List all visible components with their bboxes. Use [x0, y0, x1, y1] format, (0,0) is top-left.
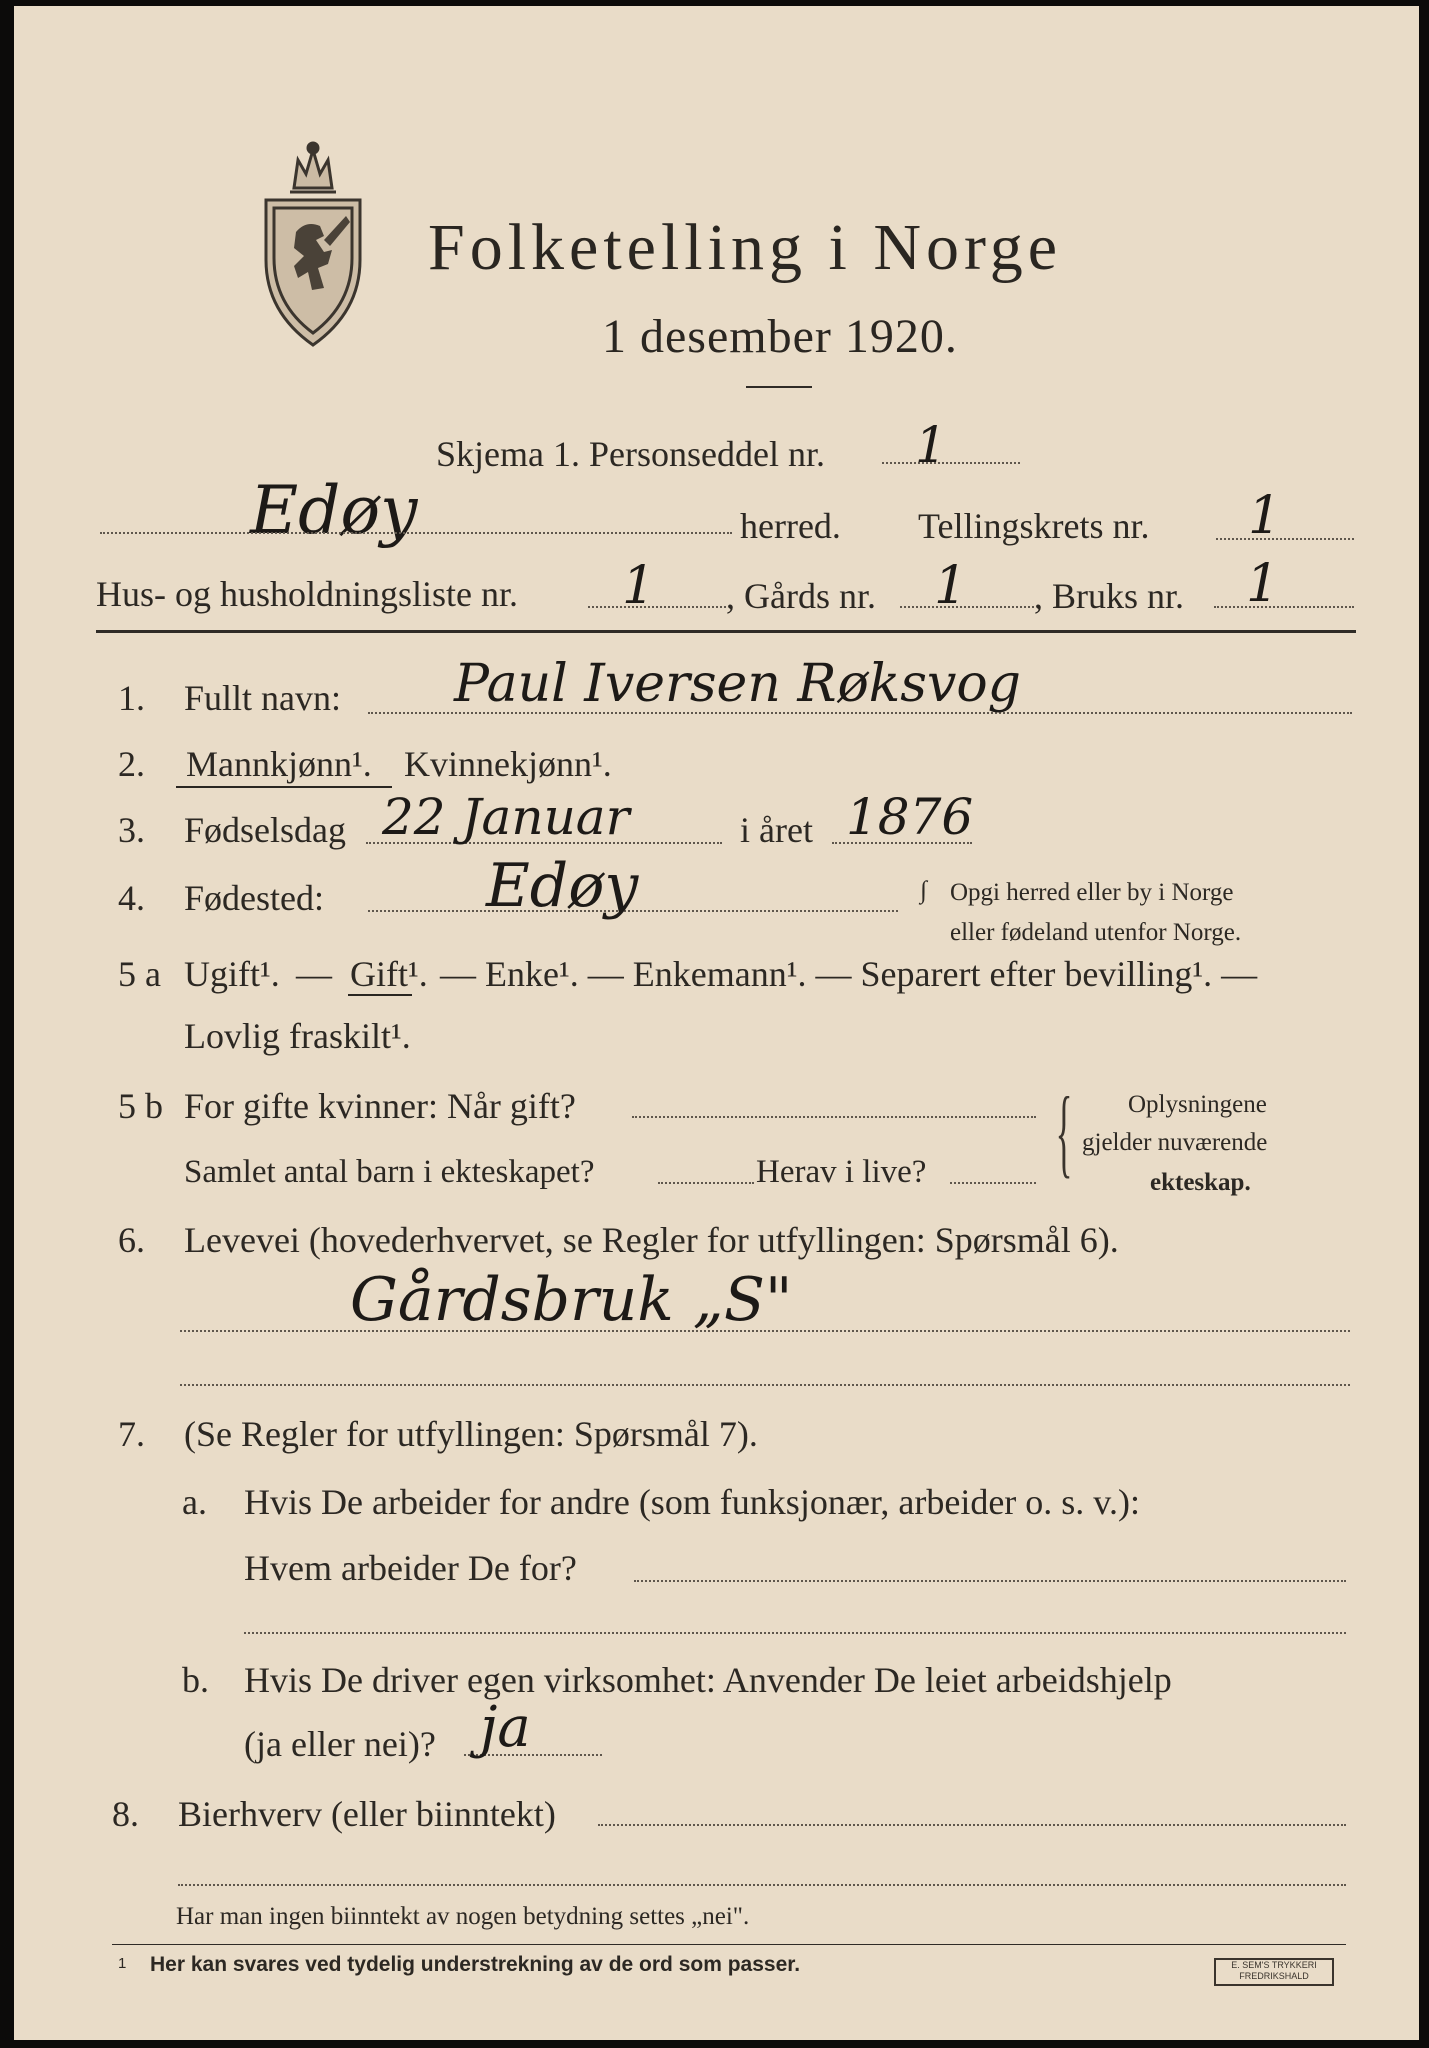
- q1-number: 1.: [118, 678, 145, 718]
- q7b-line1: Hvis De driver egen virksomhet: Anvender De leiet arbeidshjelp: [244, 1660, 1172, 1700]
- q5b-note3: ekteskap.: [1150, 1169, 1251, 1196]
- q5b-children-line: [658, 1182, 754, 1184]
- q1-value: Paul Iversen Røksvog: [454, 654, 1021, 714]
- schema-nr-value: 1: [915, 416, 947, 474]
- schema-nr-line: [882, 462, 1020, 464]
- q4-label: Fødested:: [184, 878, 324, 918]
- q5b-label3: Herav i live?: [756, 1154, 927, 1190]
- herred-label: herred.: [740, 506, 841, 546]
- bruks-label: , Bruks nr.: [1034, 576, 1185, 616]
- tellingskrets-line: [1216, 538, 1354, 540]
- bruks-value: 1: [1246, 554, 1280, 614]
- tellingskrets-value: 1: [1248, 486, 1282, 546]
- q5a-line2: Lovlig fraskilt¹.: [184, 1016, 411, 1056]
- q7-number: 7.: [118, 1414, 145, 1454]
- gards-label: , Gårds nr.: [726, 576, 876, 616]
- q5a-number: 5 a: [118, 954, 161, 994]
- q7a-employer-line: [634, 1580, 1346, 1582]
- q7b-letter: b.: [182, 1660, 209, 1700]
- husholdning-label: Hus- og husholdningsliste nr.: [96, 574, 519, 614]
- q4-note-line2: eller fødeland utenfor Norge.: [950, 919, 1242, 946]
- q4-value: Edøy: [486, 851, 639, 921]
- q5b-label1: For gifte kvinner: Når gift?: [184, 1086, 576, 1126]
- q5a-gift: Gift¹.: [350, 954, 428, 994]
- printer-stamp: [1214, 1958, 1334, 1986]
- printer-stamp-line2: FREDRIKSHALD: [1239, 1971, 1309, 1981]
- q5b-alive-line: [950, 1182, 1036, 1184]
- header-divider: [96, 630, 1356, 633]
- husholdning-value: 1: [622, 556, 656, 616]
- q5b-brace: {: [1055, 1076, 1073, 1187]
- q5b-note2: gjelder nuværende: [1082, 1129, 1268, 1156]
- q1-label: Fullt navn:: [184, 678, 342, 718]
- q4-note-line1: Opgi herred eller by i Norge: [950, 879, 1234, 906]
- q7b-line2: (ja eller nei)?: [244, 1724, 436, 1764]
- husholdning-line: [588, 606, 726, 608]
- q6-line2: [180, 1384, 1350, 1386]
- q8-label: Bierhverv (eller biinntekt): [178, 1794, 556, 1834]
- title-divider: [746, 386, 812, 388]
- q6-label: Levevei (hovederhvervet, se Regler for utfyllingen: Spørsmål 6).: [184, 1220, 1119, 1260]
- tellingskrets-label: Tellingskrets nr.: [918, 506, 1150, 546]
- census-date: 1 desember 1920.: [602, 310, 958, 363]
- gards-value: 1: [934, 556, 968, 616]
- q2-number: 2.: [118, 744, 145, 784]
- q7b-value: ja: [480, 1695, 531, 1760]
- footnote-mark: 1: [118, 1955, 127, 1972]
- footer-divider: [112, 1944, 1346, 1945]
- q5a-rest: — Enke¹. — Enkemann¹. — Separert efter bevilling¹. —: [440, 954, 1258, 994]
- q4-note-brace: ∫: [920, 877, 927, 904]
- q3-year-label: i året: [740, 810, 813, 850]
- printer-stamp-line1: E. SEM'S TRYKKERI: [1231, 1960, 1317, 1970]
- q6-number: 6.: [118, 1220, 145, 1260]
- q7a-letter: a.: [182, 1482, 207, 1522]
- q2-female: Kvinnekjønn¹.: [404, 744, 612, 784]
- footer-note: Har man ingen biinntekt av nogen betydning settes „nei".: [176, 1903, 750, 1930]
- schema-label: Skjema 1. Personseddel nr.: [436, 434, 825, 474]
- q7a-line1: Hvis De arbeider for andre (som funksjonær, arbeider o. s. v.):: [244, 1482, 1140, 1522]
- q8-line1: [598, 1824, 1346, 1826]
- q7a-line2: Hvem arbeider De for?: [244, 1548, 577, 1588]
- footnote-text: Her kan svares ved tydelig understrekning av de ord som passer.: [150, 1953, 801, 1976]
- q5b-note1: Oplysningene: [1128, 1091, 1267, 1118]
- norway-coat-of-arms-icon: [254, 140, 372, 350]
- bruks-line: [1214, 606, 1354, 608]
- q7a-extra-line: [244, 1632, 1346, 1634]
- q7-label: (Se Regler for utfyllingen: Spørsmål 7).: [184, 1414, 758, 1454]
- q3-value: 22 Januar: [382, 788, 630, 846]
- q3-label: Fødselsdag: [184, 810, 346, 850]
- q5a-gift-underline: [348, 994, 412, 996]
- q5b-married-line: [632, 1116, 1036, 1118]
- q2-male: Mannkjønn¹.: [186, 744, 372, 784]
- q3-year-value: 1876: [846, 788, 974, 846]
- q8-number: 8.: [112, 1794, 139, 1834]
- q6-line1: [180, 1330, 1350, 1332]
- q5a-ugift: Ugift¹.: [184, 954, 280, 994]
- q2-male-underline: [176, 786, 392, 788]
- herred-value: Edøy: [250, 472, 418, 549]
- herred-line: [100, 532, 732, 534]
- q4-number: 4.: [118, 878, 145, 918]
- q5a-dash: —: [296, 954, 332, 994]
- q6-value: Gårdsbruk „S": [350, 1265, 793, 1335]
- q5b-label2: Samlet antal barn i ekteskapet?: [184, 1154, 595, 1190]
- q8-line2: [178, 1884, 1346, 1886]
- q5b-number: 5 b: [118, 1086, 163, 1126]
- q3-number: 3.: [118, 810, 145, 850]
- form-title: Folketelling i Norge: [428, 211, 1063, 284]
